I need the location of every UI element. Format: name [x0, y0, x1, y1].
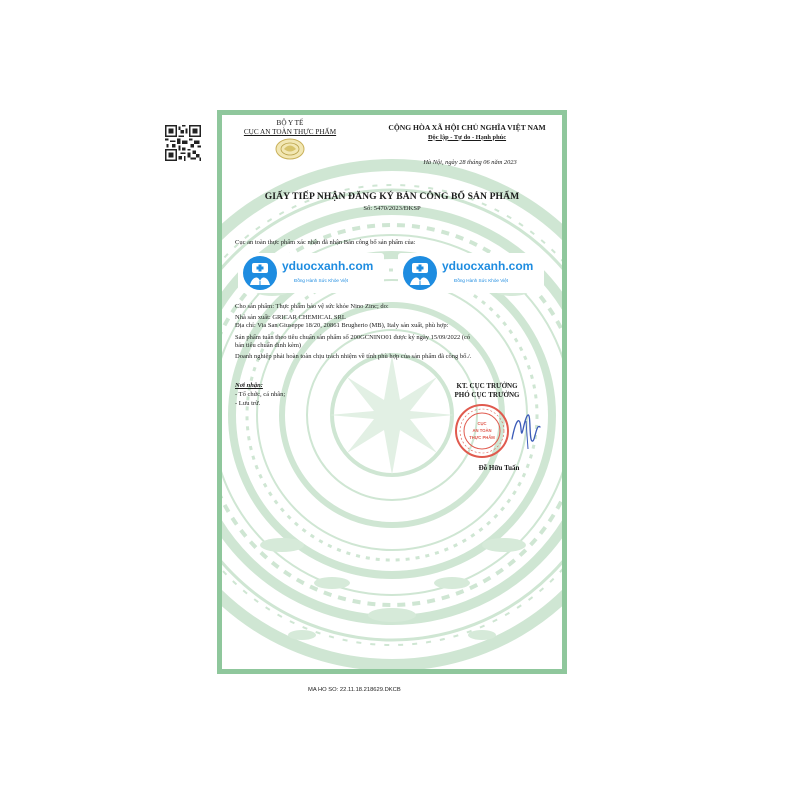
recipient-item: - Tổ chức, cá nhân;	[235, 391, 286, 398]
yduocxanh-logo-icon	[402, 255, 438, 291]
national-motto: Độc lập - Tự do - Hạnh phúc	[427, 133, 507, 141]
ministry-name: BỘ Y TẾ	[276, 119, 304, 127]
header-left	[226, 119, 354, 163]
address-line: Địa chỉ: Via San Giuseppe 18/20, 20861 Brugherio (MB), Italy sản xuất, phù hợp:	[235, 322, 449, 329]
manufacturer-line: Nhà sản xuất: GRICAR CHEMICAL SRL	[235, 314, 346, 321]
seal-text: AN TOÀN	[472, 428, 492, 433]
product-line: Cho sản phẩm: Thực phẩm bảo vệ sức khỏe Nino Zinc; do:	[235, 303, 389, 310]
recipient-item: - Lưu trữ.	[235, 400, 261, 407]
certificate-document	[217, 110, 567, 674]
watermark-tagline: Đồng Hành Sức Khỏe Việt	[454, 278, 509, 283]
standard-line-1: Sản phẩm tuân theo tiêu chuẩn sản phẩm số 200GCNINO01 được ký ngày 15/09/2022 (có	[235, 334, 471, 341]
document-title: GIẤY TIẾP NHẬN ĐĂNG KÝ BẢN CÔNG BỐ SẢN PHẨM	[264, 191, 520, 202]
watermark-site-name: yduocxanh.com	[282, 259, 374, 273]
header-right	[372, 123, 562, 142]
watermark-logo-right	[398, 253, 544, 293]
standard-line-2: bản tiêu chuẩn đính kèm)	[235, 342, 302, 349]
watermark-logo-left	[238, 253, 384, 293]
watermark-tagline: Đồng Hành Sức Khỏe Việt	[294, 278, 349, 283]
responsibility-line: Doanh nghiệp phải hoàn toàn chịu trách nhiệm về tính phù hợp của sản phẩm đã công bố./.	[235, 353, 472, 360]
seal-text: THỰC PHẨM	[469, 435, 495, 440]
qr-code	[165, 125, 201, 161]
issue-date: Hà Nội, ngày 28 tháng 06 năm 2023	[423, 159, 517, 166]
agency-logo	[275, 138, 305, 160]
country-name: CỘNG HÒA XÃ HỘI CHỦ NGHĨA VIỆT NAM	[388, 123, 546, 132]
signer-title-2: PHÓ CỤC TRƯỞNG	[454, 391, 520, 399]
seal-text: CỤC	[477, 421, 487, 426]
file-code: MA HO SO: 22.11.18.218629.DKCB	[308, 687, 401, 693]
recipients-title: Nơi nhận:	[235, 382, 263, 389]
signer-name: Đỗ Hữu Tuấn	[478, 464, 520, 472]
official-seal-stamp	[454, 403, 510, 459]
registration-number: Số: 5470/2023/ĐKSP	[363, 205, 421, 212]
intro-text: Cục an toàn thực phẩm xác nhận đã nhận Bản công bố sản phẩm của:	[235, 239, 416, 246]
yduocxanh-logo-icon	[242, 255, 278, 291]
handwritten-signature	[508, 409, 544, 453]
watermark-site-name: yduocxanh.com	[442, 259, 534, 273]
agency-name: CỤC AN TOÀN THỰC PHẨM	[243, 128, 337, 136]
signer-title-1: KT. CỤC TRƯỞNG	[456, 382, 518, 390]
